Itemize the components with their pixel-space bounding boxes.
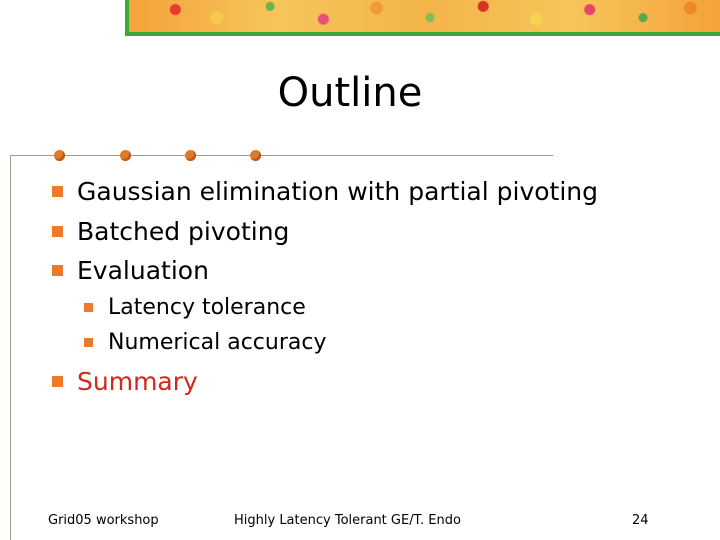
divider-dot xyxy=(120,150,131,161)
bullet-square-icon xyxy=(52,186,63,197)
divider-dot xyxy=(185,150,196,161)
footer-left: Grid05 workshop xyxy=(48,513,159,528)
sub-bullet-text: Latency tolerance xyxy=(108,294,306,320)
slide-title: Outline xyxy=(277,70,423,116)
bullet-text: Summary xyxy=(77,366,198,396)
divider-dot xyxy=(54,150,65,161)
bullet-square-icon xyxy=(52,265,63,276)
header-green-rule-vertical xyxy=(125,0,129,36)
footer-center: Highly Latency Tolerant GE/T. Endo xyxy=(234,513,461,528)
bullet-item-highlighted xyxy=(52,362,198,400)
sub-bullet-text: Numerical accuracy xyxy=(108,329,327,355)
sub-bullet-item xyxy=(84,325,326,359)
sub-bullet-square-icon xyxy=(84,338,93,347)
header-banner-image xyxy=(128,0,720,32)
bullet-square-icon xyxy=(52,376,63,387)
bullet-square-icon xyxy=(52,226,63,237)
bullet-text: Batched pivoting xyxy=(77,216,290,246)
bullet-text: Evaluation xyxy=(77,255,209,285)
bullet-item xyxy=(52,212,289,250)
title-divider xyxy=(10,155,553,156)
sub-bullet-square-icon xyxy=(84,303,93,312)
bullet-item xyxy=(52,251,209,289)
bullet-text: Gaussian elimination with partial pivoting xyxy=(77,176,598,206)
bullet-item xyxy=(52,172,598,210)
sub-bullet-item xyxy=(84,290,306,324)
page-number: 24 xyxy=(632,513,649,528)
divider-dot xyxy=(250,150,261,161)
header-green-rule xyxy=(125,32,720,36)
left-margin-line xyxy=(10,155,11,540)
